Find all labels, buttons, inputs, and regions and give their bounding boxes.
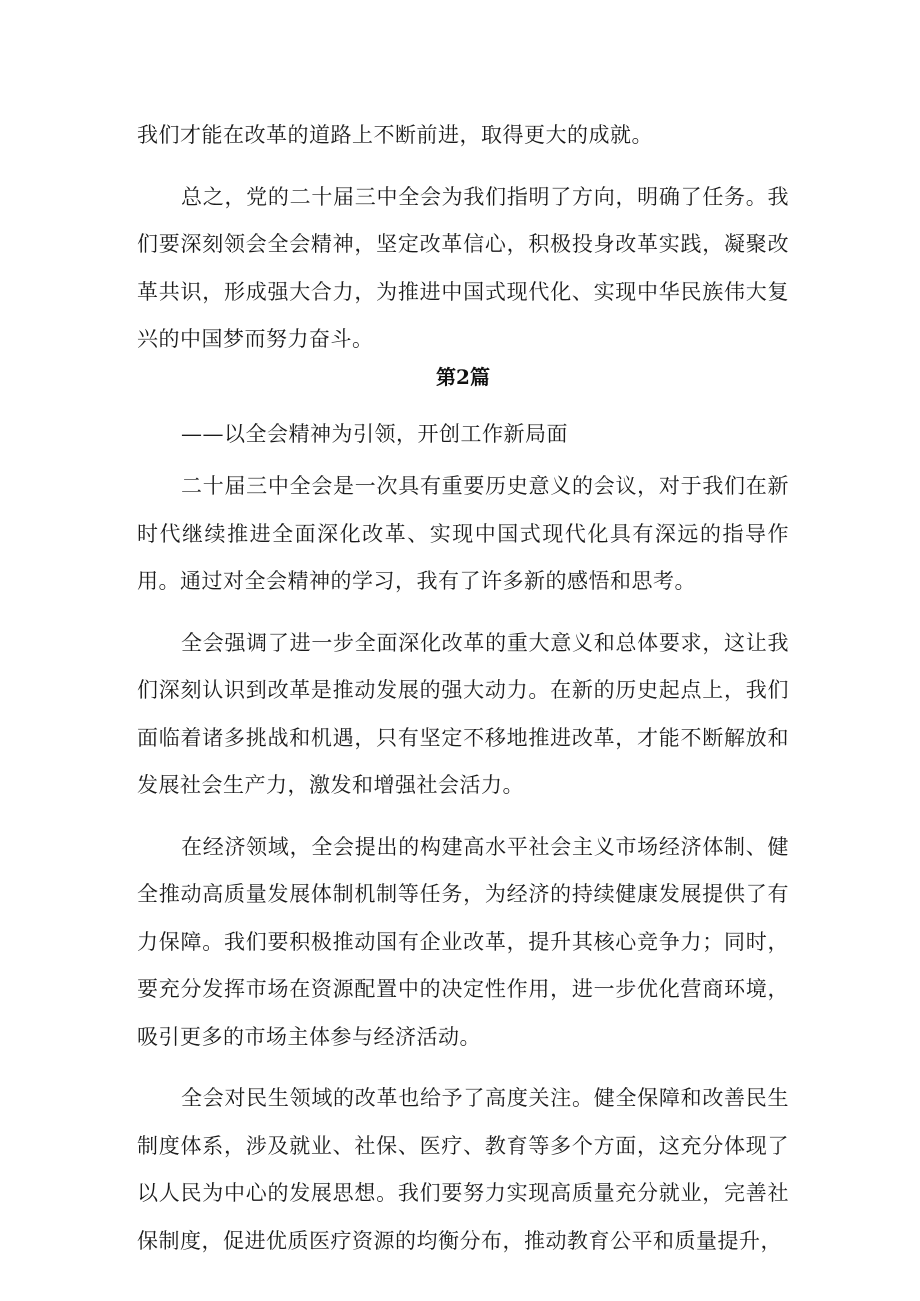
body-paragraph-1: 二十届三中全会是一次具有重要历史意义的会议，对于我们在新时代继续推进全面深化改革、实现中国式现代化具有深远的指导作用。通过对全会精神的学习，我有了许多新的感悟和思考。 <box>137 474 789 593</box>
body-paragraph-2: 全会强调了进一步全面深化改革的重大意义和总体要求，这让我们深刻认识到改革是推动发展的强大动力。在新的历史起点上，我们面临着诸多挑战和机遇，只有坚定不移地推进改革，才能不断解放和发展社会生产力，激发和增强社会活力。 <box>137 630 789 797</box>
body-paragraph-3: 在经济领域，全会提出的构建高水平社会主义市场经济体制、健全推动高质量发展体制机制等任务，为经济的持续健康发展提供了有力保障。我们要积极推动国有企业改革，提升其核心竞争力；同时，要充分发挥市场在资源配置中的决定性作用，进一步优化营商环境，吸引更多的市场主体参与经济活动。 <box>137 834 789 1049</box>
conclusion-paragraph: 总之，党的二十届三中全会为我们指明了方向，明确了任务。我们要深刻领会全会精神，坚定改革信心，积极投身改革实践，凝聚改革共识，形成强大合力，为推进中国式现代化、实现中华民族伟大复兴的中国梦而努力奋斗。 <box>137 184 789 351</box>
document-body <box>137 463 789 1265</box>
continuation-paragraph: 我们才能在改革的道路上不断前进，取得更大的成就。 <box>137 123 653 147</box>
document-top-section <box>137 112 789 364</box>
body-paragraph-4: 全会对民生领域的改革也给予了高度关注。健全保障和改善民生制度体系，涉及就业、社保、医疗、教育等多个方面，这充分体现了以人民为中心的发展思想。我们要努力实现高质量充分就业，完善社保制度，促进优质医疗资源的均衡分布，推动教育公平和质量提升， <box>137 1086 789 1253</box>
section-subtitle: ——以全会精神为引领，开创工作新局面 <box>181 422 568 446</box>
section-title: 第2篇 <box>436 365 490 389</box>
